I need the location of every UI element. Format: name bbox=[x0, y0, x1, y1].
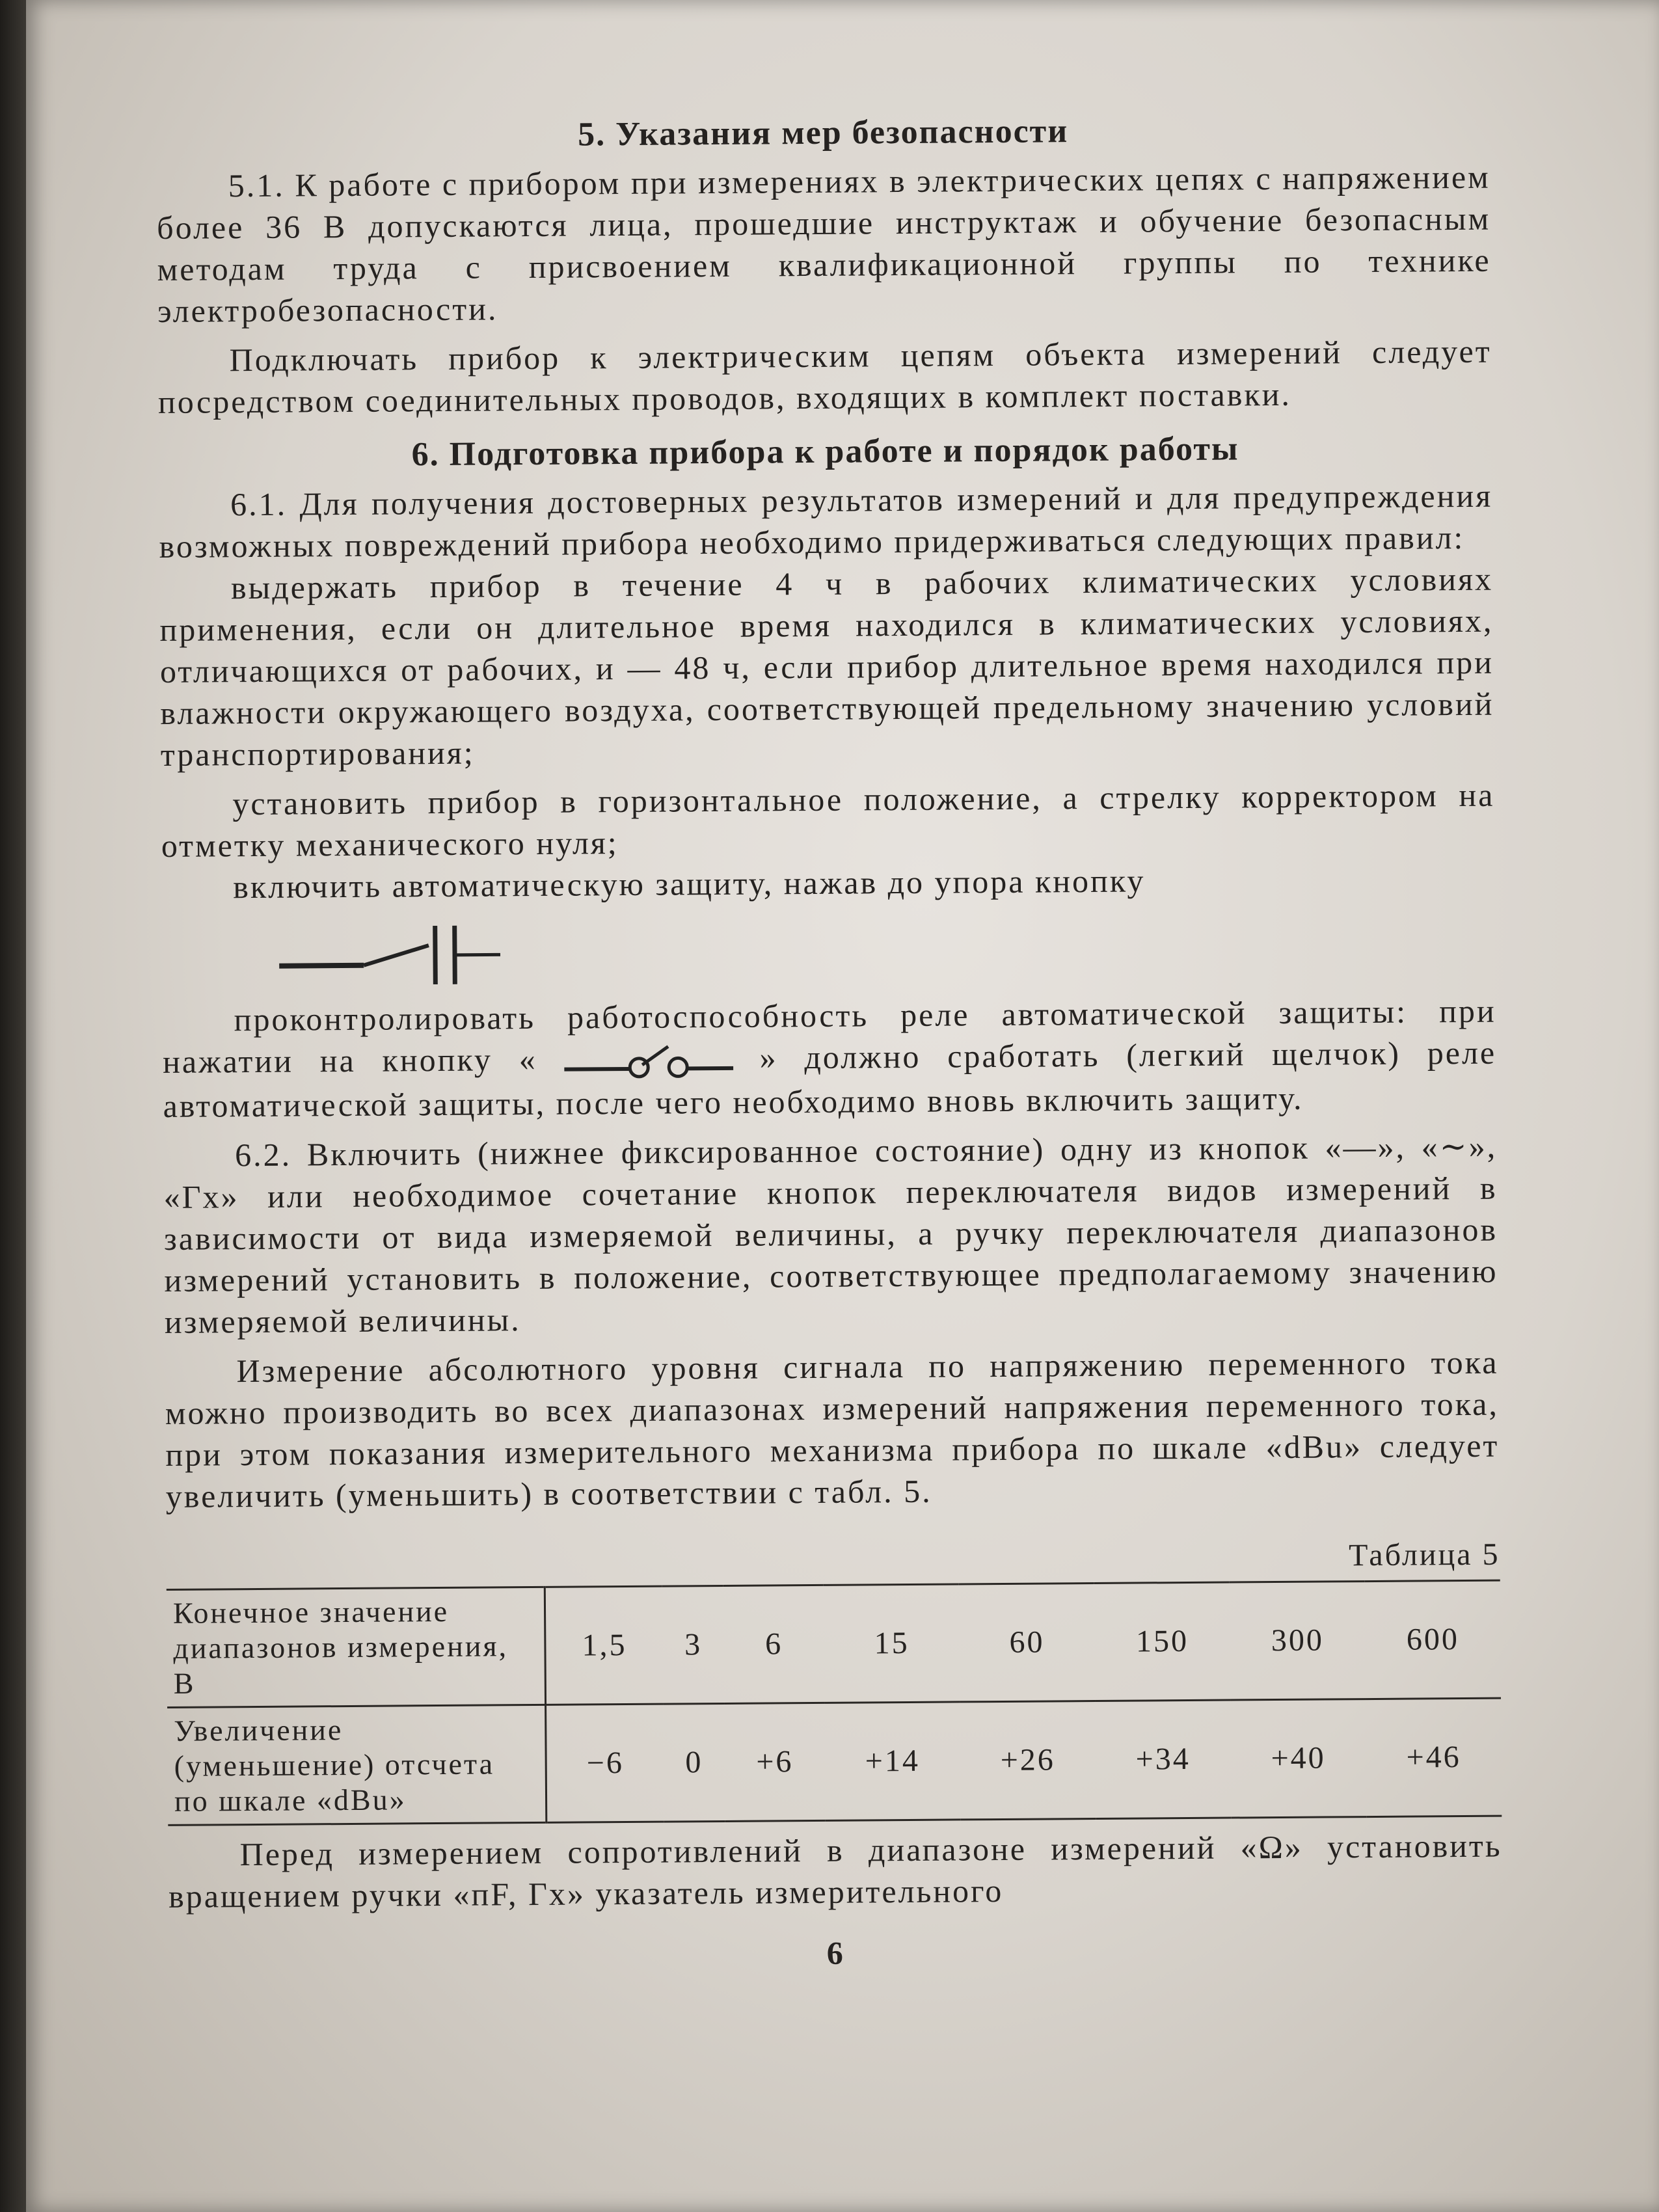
section-6-paragraph-4: включить автоматическую защиту, нажав до упора кнопку bbox=[233, 862, 1146, 906]
table-cell: −6 bbox=[586, 1745, 625, 1780]
table-5 bbox=[167, 1579, 1502, 1826]
section-6-paragraph-2: выдержать прибор в течение 4 ч в рабочих климатических условиях применения, если он длительное время находился в климатических условиях, отличающихся от рабочих, и — 48 ч, если прибор длительное время находился при влажности окружающего воздуха, соответствующей предельному значению условий транспортирования; bbox=[159, 560, 1494, 773]
table-cell: 600 bbox=[1365, 1580, 1501, 1699]
section-6-paragraph-3: установить прибор в горизонтальное положение, а стрелку корректором на отметку механического нуля; bbox=[161, 776, 1495, 864]
paragraph-5-text-after: » должно сработать (легкий щелчок) реле автоматической защиты, после чего необходимо вновь включить защиту. bbox=[163, 1034, 1497, 1124]
section-6-paragraph-6: 6.2. Включить (нижнее фиксированное состояние) одну из кнопок «—», «∼», «Гх» или необходимое сочетание кнопок переключателя видов измерений в зависимости от вида измеряемой величины, а ручку переключателя диапазонов измерений установить в положение, соответствующее предполагаемому значению измеряемой величины. bbox=[163, 1127, 1498, 1340]
button-symbol-icon bbox=[563, 1042, 733, 1082]
table-cell: +34 bbox=[1135, 1741, 1191, 1777]
table-cell: +46 bbox=[1406, 1739, 1461, 1775]
table-cell: 0 bbox=[685, 1744, 703, 1779]
section-6-heading: 6. Подготовка прибора к работе и порядок работы bbox=[411, 430, 1239, 474]
section-5-paragraph-2: Подключать прибор к электрическим цепям объекта измерений следует посредством соединительных проводов, входящих в комплект поставки. bbox=[157, 332, 1492, 420]
section-6-paragraph-5 bbox=[162, 990, 1496, 1127]
table-row bbox=[167, 1580, 1501, 1707]
page-number: 6 bbox=[826, 1934, 845, 1971]
page-content bbox=[156, 108, 1503, 1978]
table-cell: 1,5 bbox=[545, 1586, 663, 1705]
table-cell: 300 bbox=[1230, 1581, 1366, 1699]
table-cell: +6 bbox=[756, 1744, 794, 1779]
document-page bbox=[26, 0, 1659, 2212]
switch-symbol-row bbox=[161, 899, 1496, 999]
after-table-paragraph: Перед измерением сопротивлений в диапазоне измерений «Ω» установить вращением ручки «пF, Гх» указатель измерительного bbox=[168, 1827, 1502, 1915]
section-5-heading: 5. Указания мер безопасности bbox=[577, 113, 1069, 154]
table-row bbox=[167, 1698, 1502, 1825]
table-cell: +40 bbox=[1271, 1740, 1326, 1775]
table-cell: 60 bbox=[959, 1583, 1095, 1701]
table-row-header: Увеличение (уменьшение) отсчета по шкале «dBu» bbox=[167, 1705, 546, 1825]
table-5-caption: Таблица 5 bbox=[1348, 1537, 1500, 1572]
table-cell: 6 bbox=[723, 1585, 824, 1703]
table-row-header: Конечное значение диапазонов измерения, В bbox=[167, 1587, 546, 1707]
table-cell: +26 bbox=[1000, 1742, 1055, 1777]
table-cell: 3 bbox=[662, 1585, 724, 1704]
section-6-paragraph-7: Измерение абсолютного уровня сигнала по напряжению переменного тока можно производить во всех диапазонах измерений напряжения переменного тока, при этом показания измерительного механизма прибора по шкале «dBu» следует увеличить (уменьшить) в соответствии с табл. 5. bbox=[165, 1343, 1500, 1515]
table-cell: 15 bbox=[824, 1584, 960, 1702]
table-cell: 150 bbox=[1094, 1582, 1230, 1701]
section-6-paragraph-1: 6.1. Для получения достоверных результатов измерений и для предупреждения возможных повреждений прибора необходимо придерживаться следующих правил: bbox=[159, 477, 1493, 565]
paragraph-5-text-before: проконтролировать работоспособность реле автоматической защиты: при нажатии на кнопку « bbox=[162, 992, 1496, 1080]
section-5-paragraph-1: 5.1. К работе с прибором при измерениях в электрических цепях с напряжением более 36 В допускаются лица, прошедшие инструктаж и обучение безопасным методам труда с присвоением квалификационной группы по технике электробезопасности. bbox=[156, 158, 1491, 329]
table-cell: +14 bbox=[865, 1743, 921, 1778]
switch-symbol-icon bbox=[279, 919, 501, 991]
